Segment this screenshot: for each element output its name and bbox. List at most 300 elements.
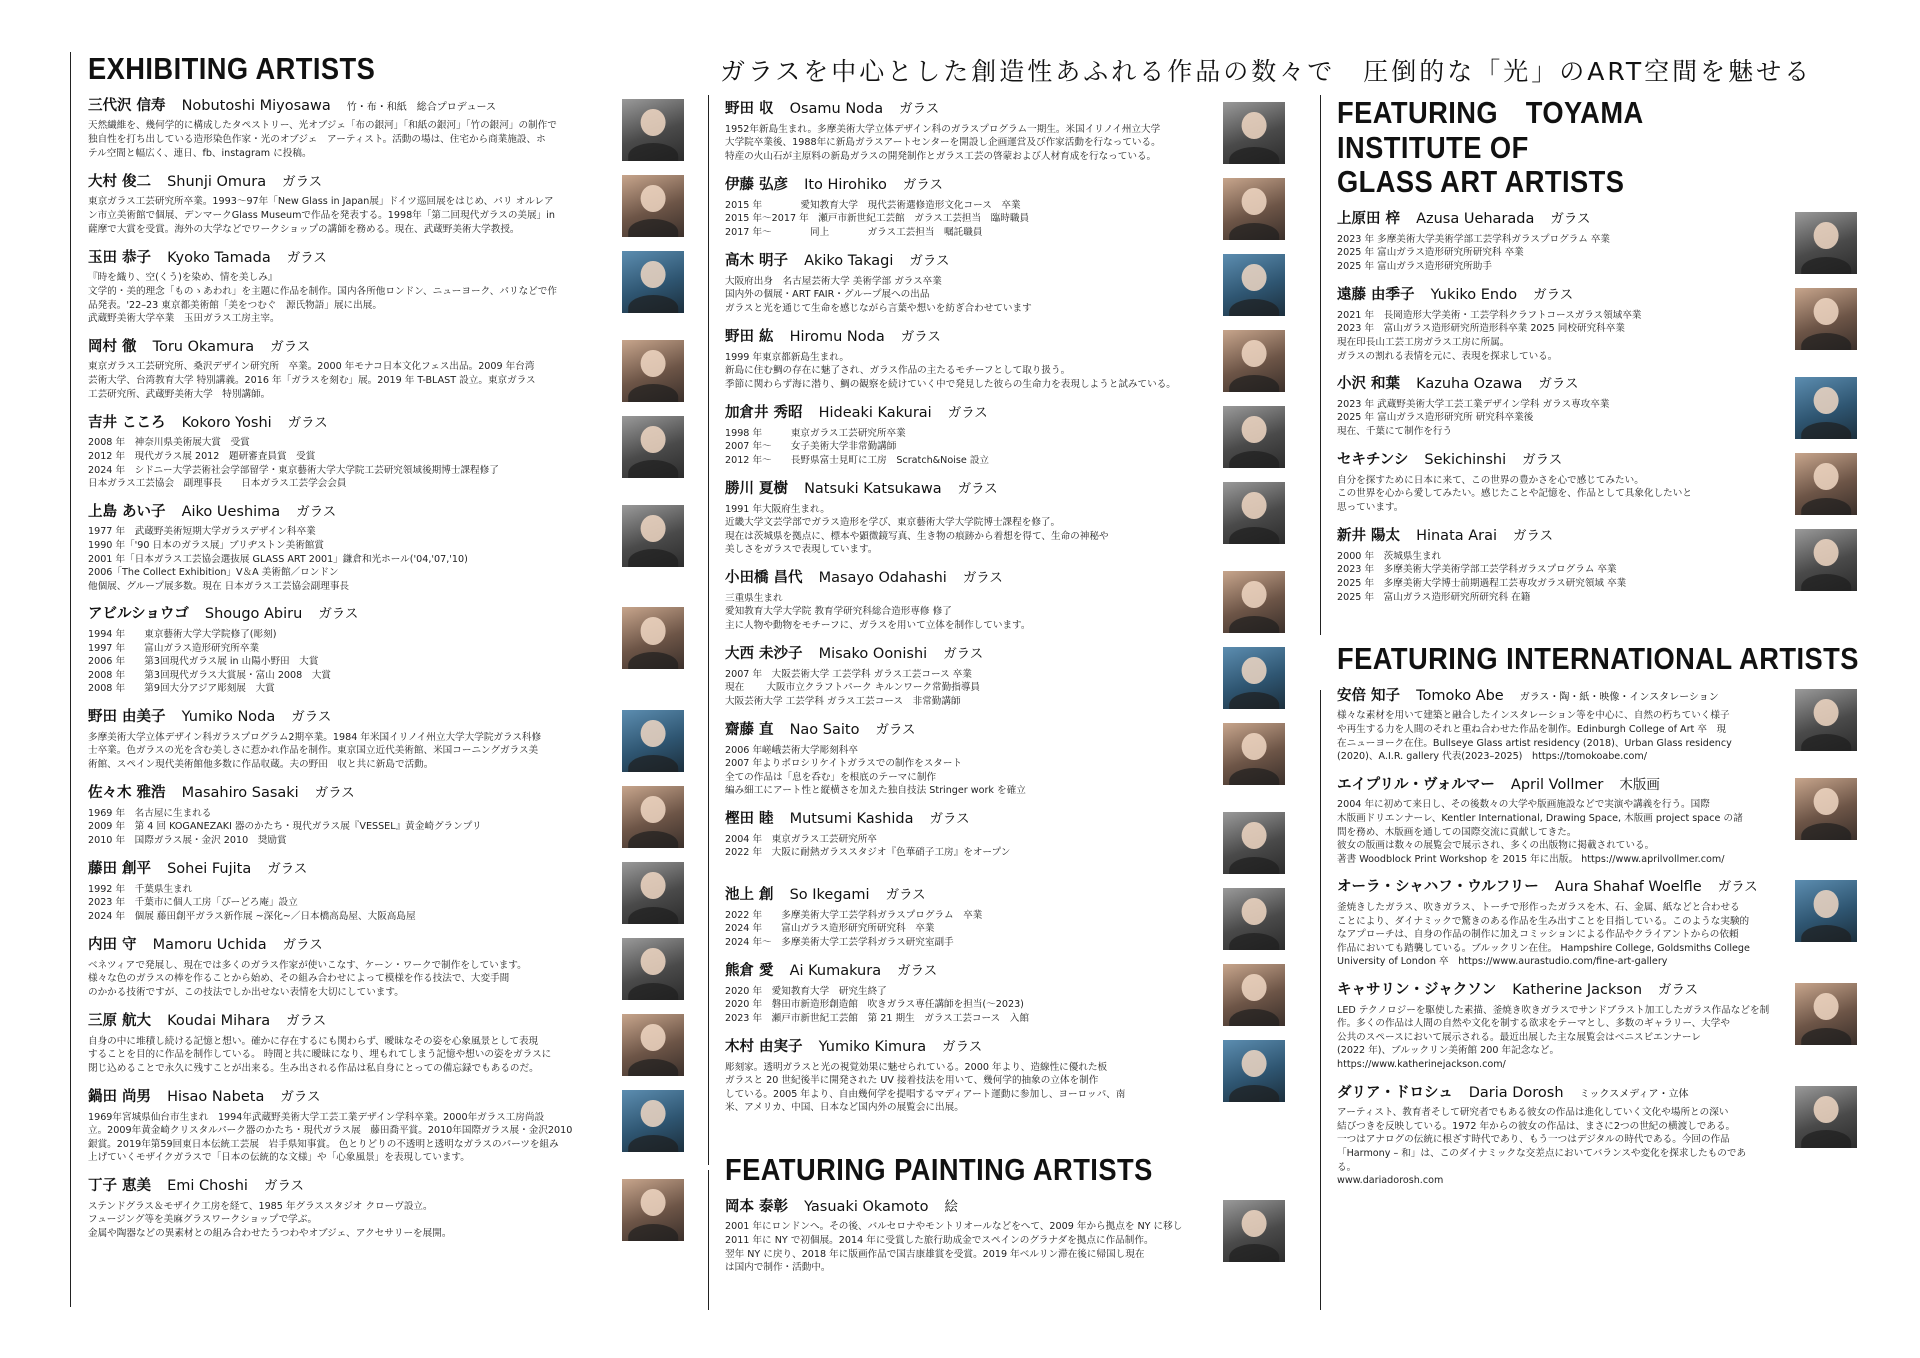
portrait-head-shape — [1814, 298, 1839, 325]
artist-name-japanese: 丁子 恵美 — [88, 1177, 152, 1194]
artist-entry — [1337, 286, 1857, 363]
artist-name-japanese: 藤田 創平 — [88, 860, 152, 877]
portrait-body-shape — [628, 295, 678, 312]
artist-name-english: Yasuaki Okamoto — [804, 1198, 929, 1215]
portrait-head-shape — [641, 515, 666, 542]
artist-bio: 1969 年 名古屋に生まれる 2009 年 第 4 回 KOGANEZAKI 器のかたち・現代ガラス展『VESSEL』黄金崎グランプリ 2010 年 国際ガラス展・金沢 2010 奨励賞 — [88, 807, 482, 846]
artist-text — [88, 97, 622, 160]
artist-entry — [725, 886, 1285, 950]
artist-text — [725, 886, 1223, 949]
portrait-head-shape — [1814, 1096, 1839, 1123]
portrait-body-shape — [1801, 422, 1851, 439]
artist-name-line — [1337, 527, 1785, 547]
artist-text — [88, 1088, 622, 1165]
artist-portrait-photo — [1795, 778, 1857, 840]
artist-portrait-photo — [622, 99, 684, 161]
artist-portrait-photo — [1795, 453, 1857, 515]
artist-portrait-photo — [1795, 689, 1857, 751]
artist-name-line — [1337, 878, 1785, 898]
artist-bio: 東京ガラス工芸研究所卒業。1993～97年「New Glass in Japan展」ドイツ巡回展をはじめ、パリ オルレア ン市立美術館で個展、デンマークGlass Museumで作品を発表する。1998年「第二回現代ガラスの美展」in 薩摩で大賞を受賞。海外の大学などでワークショップの講師を務める。現在、武蔵野美術大学教授。 — [88, 196, 555, 235]
middle-artists-column — [725, 100, 1285, 1287]
artist-medium: ガラス — [318, 606, 359, 623]
artist-text — [1337, 451, 1795, 514]
artist-name-line — [1337, 286, 1785, 306]
artist-name-line — [1337, 375, 1785, 395]
artist-portrait-photo — [1223, 330, 1285, 392]
artist-portrait-photo — [1223, 571, 1285, 633]
artist-entry — [88, 503, 684, 594]
portrait-body-shape — [1229, 375, 1279, 392]
artist-name-line — [88, 1088, 612, 1108]
section-spacer — [1337, 616, 1857, 642]
portrait-head-shape — [641, 185, 666, 212]
artist-name-english: Hiromu Noda — [789, 329, 885, 345]
portrait-head-shape — [1814, 222, 1839, 249]
artist-medium: ガラス — [885, 887, 926, 903]
artist-medium: ガラス — [1658, 982, 1699, 999]
artist-entry — [88, 936, 684, 1000]
portrait-head-shape — [1242, 264, 1267, 291]
portrait-head-shape — [1814, 387, 1839, 414]
artist-name-english: Kyoko Tamada — [167, 249, 271, 266]
artist-text — [88, 503, 622, 594]
artist-entry — [1337, 210, 1857, 274]
artist-name-english: Kazuha Ozawa — [1416, 376, 1523, 393]
artist-name-japanese: 三原 航大 — [88, 1012, 152, 1029]
artist-name-english: Yumiko Noda — [181, 708, 276, 725]
artist-portrait-photo — [1223, 1040, 1285, 1102]
artist-text — [1337, 375, 1795, 438]
artist-bio: 東京ガラス工芸研究所、桑沢デザイン研究所 卒業。2000 年モナコ日本文化フェス出品。2009 年台湾 芸術大学、台湾教育大学 特別講義。2016 年「ガラスを刻む」展。2019 年 T-BLAST 設立。東京ガラス 工芸研究所、武蔵野美術大学 特別講師。 — [88, 361, 536, 400]
artist-medium: ガラス — [282, 936, 323, 953]
artist-portrait-photo — [1223, 812, 1285, 874]
artist-medium: ミックスメディア・立体 — [1579, 1088, 1689, 1100]
artist-text — [725, 100, 1223, 163]
portrait-head-shape — [1814, 788, 1839, 815]
artist-medium: ガラス — [296, 503, 337, 520]
artist-name-line — [1337, 776, 1785, 796]
column-divider-middle — [708, 95, 709, 1165]
artist-name-japanese: アビルショウゴ — [88, 606, 189, 623]
artist-name-japanese: 大西 未沙子 — [725, 646, 803, 662]
artist-name-english: Hisao Nabeta — [167, 1088, 265, 1105]
artist-text — [88, 1012, 622, 1075]
artist-medium: ガラス — [909, 253, 950, 269]
artist-name-japanese: 内田 守 — [88, 936, 137, 953]
artist-name-line — [88, 503, 612, 523]
artist-text — [88, 414, 622, 491]
artist-portrait-photo — [622, 175, 684, 237]
toyama-artists-heading: FEATURING TOYAMA INSTITUTE OF GLASS ART ARTISTS — [1337, 95, 1643, 200]
portrait-head-shape — [641, 109, 666, 136]
artist-medium: ガラス — [943, 646, 984, 662]
artist-portrait-photo — [1795, 377, 1857, 439]
artist-text — [725, 645, 1223, 708]
portrait-head-shape — [1242, 1210, 1267, 1237]
portrait-head-shape — [641, 872, 666, 899]
artist-entry — [725, 810, 1285, 874]
artist-medium: ガラス — [287, 414, 328, 431]
artist-portrait-photo — [1795, 212, 1857, 274]
artist-name-english: Mutsumi Kashida — [789, 811, 914, 827]
artist-entry — [1337, 527, 1857, 604]
artist-text — [725, 328, 1223, 391]
artist-text — [88, 936, 622, 999]
artist-name-japanese: エイプリル・ヴォルマー — [1337, 776, 1495, 793]
artist-portrait-photo — [622, 505, 684, 567]
artist-name-english: Akiko Takagi — [804, 253, 894, 269]
artist-text — [1337, 210, 1795, 273]
portrait-head-shape — [1814, 890, 1839, 917]
portrait-body-shape — [1229, 857, 1279, 874]
artist-name-line — [725, 886, 1213, 906]
artist-portrait-photo — [622, 862, 684, 924]
artist-medium: ガラス — [1513, 528, 1554, 545]
artist-bio: 自分を探すために日本に来て、この世界の豊かさを心で感じてみたい。 この世界を心から愛してみたい。感じたことや記憶を、作品として具象化したいと 思っています。 — [1337, 474, 1692, 513]
artist-portrait-photo — [1223, 888, 1285, 950]
artist-medium: 絵 — [944, 1198, 958, 1215]
portrait-head-shape — [1242, 492, 1267, 519]
artist-bio: 2004 年に初めて来日し、その後数々の大学や版画施設などで実演や講義を行う。国際 木版画ドリエンナーレ、Kentler International, Drawing Space, 木版画 project space の諸 問を務め、木版画を通しての国際交流に貢献してきた。 彼女の版画は数々の展覧会で展示され、多くの出版物に掲載されている。 著書 Woodblock Print Workshop を 2015 年に出版。 https://www.aprilvollmer.com/ — [1337, 799, 1743, 865]
portrait-body-shape — [628, 143, 678, 160]
artist-name-line — [725, 100, 1213, 120]
artist-name-japanese: 野田 収 — [725, 101, 774, 117]
portrait-body-shape — [628, 219, 678, 236]
artist-portrait-photo — [1223, 647, 1285, 709]
artist-name-line — [1337, 451, 1785, 471]
artist-name-english: Shougo Abiru — [204, 606, 303, 623]
artist-name-line — [725, 962, 1213, 982]
artist-portrait-photo — [622, 1179, 684, 1241]
artist-portrait-photo — [1223, 254, 1285, 316]
artist-name-english: Kokoro Yoshi — [181, 414, 272, 431]
portrait-body-shape — [628, 549, 678, 566]
artist-entry — [88, 249, 684, 326]
artist-name-japanese: 玉田 恭子 — [88, 249, 152, 266]
artist-name-japanese: 吉井 こころ — [88, 414, 166, 431]
artist-text — [725, 176, 1223, 239]
artist-name-english: Hinata Arai — [1416, 528, 1498, 545]
artist-name-line — [725, 1198, 1213, 1218]
artist-name-japanese: 大村 俊二 — [88, 173, 152, 190]
artist-portrait-photo — [1795, 1086, 1857, 1148]
artist-name-japanese: 伊藤 弘彦 — [725, 177, 789, 193]
artist-name-japanese: 新井 陽太 — [1337, 528, 1401, 545]
artist-text — [1337, 776, 1795, 867]
exhibiting-artists-heading: EXHIBITING ARTISTS — [88, 51, 376, 86]
portrait-body-shape — [628, 907, 678, 924]
portrait-body-shape — [1229, 933, 1279, 950]
column-divider-right — [1320, 95, 1321, 635]
artist-bio: 2020 年 愛知教育大学 研究生終了 2020 年 磐田市新造形創造館 吹きガラス専任講師を担当(～2023) 2023 年 瀬戸市新世紀工芸館 第 21 期生 ガラス工芸コース 入館 — [725, 985, 1030, 1024]
artist-name-line — [88, 708, 612, 728]
artist-text — [88, 338, 622, 401]
portrait-body-shape — [628, 460, 678, 477]
artist-text — [725, 252, 1223, 315]
portrait-head-shape — [1242, 733, 1267, 760]
artist-bio: ベネツィアで発展し、現在では多くのガラス作家が使いこなす、ケーン・ワークで制作をしています。 様々な色のガラスの棒を作ることから始め、その組み合わせによって模様を作る技法で、大変手間 のかかる技術ですが、この技法でしか出せない表情を大切にしています。 — [88, 959, 527, 998]
portrait-body-shape — [1801, 734, 1851, 751]
artist-name-line — [88, 97, 612, 117]
artist-bio: 2023 年 武蔵野美術大学工芸工業デザイン学科 ガラス専攻卒業 2025 年 富山ガラス造形研究所 研究科卒業後 現在、千葉にて制作を行う — [1337, 398, 1610, 437]
portrait-head-shape — [641, 617, 666, 644]
artist-bio: 釜焼きしたガラス、吹きガラス、トーチで形作ったガラスを木、石、金属、紙などと合わせる ことにより、ダイナミックで驚きのある作品を生み出すことを目指している。このような実験的 なアプローチは、自身の作品の制作に加えコミッションによる作品やクライアントからの依頼 作品においても踏襲している。ブルックリン在住。 Hampshire College, Goldsmiths College University of London 卒 https://www.aurastudio.com/fine-art-gallery — [1337, 902, 1750, 968]
artist-text — [725, 962, 1223, 1025]
artist-name-english: Azusa Ueharada — [1416, 211, 1535, 228]
artist-entry — [88, 784, 684, 848]
portrait-head-shape — [641, 796, 666, 823]
artist-bio: 2000 年 茨城県生まれ 2023 年 多摩美術大学美術学部工芸学科ガラスプログラム 卒業 2025 年 多摩美術大学博士前期過程工芸専攻ガラス研究領域 卒業 2025 年 富山ガラス造形研究所研究科 在籍 — [1337, 550, 1627, 603]
portrait-head-shape — [641, 948, 666, 975]
artist-portrait-photo — [622, 607, 684, 669]
artist-name-japanese: 岡本 泰彰 — [725, 1198, 789, 1215]
artist-portrait-photo — [1223, 178, 1285, 240]
artist-text — [725, 480, 1223, 557]
portrait-head-shape — [1814, 993, 1839, 1020]
artist-name-english: Sohei Fujita — [167, 860, 252, 877]
portrait-body-shape — [1229, 451, 1279, 468]
artist-name-line — [88, 249, 612, 269]
artist-name-japanese: 野田 紘 — [725, 329, 774, 345]
artist-entry — [88, 1177, 684, 1241]
portrait-body-shape — [1229, 1085, 1279, 1102]
section-spacer — [725, 1127, 1285, 1153]
artist-name-japanese: 木村 由実子 — [725, 1039, 803, 1055]
artist-name-line — [725, 645, 1213, 665]
artist-name-japanese: 高木 明子 — [725, 253, 789, 269]
artist-name-english: So Ikegami — [789, 887, 870, 903]
artist-name-line — [725, 404, 1213, 424]
artist-entry — [1337, 451, 1857, 515]
artist-medium: ガラス — [897, 963, 938, 979]
artist-entry — [725, 252, 1285, 316]
artist-bio: 自身の中に堆積し続ける記憶と想い。確かに存在するにも関わらず、曖昧なその姿を心象風景として表現 することを目的に作品を制作している。 時間と共に曖昧になり、埋もれてしまう記憶や想いの姿をガラスに 閉じ込めることで永久に残すことが出来る。生み出される作品は私自身にとっての備忘録でもあるのだ。 — [88, 1035, 552, 1074]
artist-portrait-photo — [622, 1090, 684, 1152]
artist-name-japanese: 池上 創 — [725, 887, 774, 903]
artist-bio: 1952年新島生まれ。多摩美術大学立体デザイン科のガラスプログラム一期生。米国イリノイ州立大学 大学院卒業後、1988年に新島ガラスアートセンターを開設し企画運営及び作家活動を行なっている。 特産の火山石が主原料の新島ガラスの開発制作とガラス工芸の啓蒙および人材育成を行なっている。 — [725, 123, 1161, 162]
artist-name-line — [725, 252, 1213, 272]
artist-bio: 1969年宮城県仙台市生まれ 1994年武蔵野美術大学工芸工業デザイン学科卒業。2000年ガラス工房尚設 立。2009年黄金崎クリスタルパーク器のかたち・現代ガラス展 藤田喬平賞。2010年国際ガラス展・金沢2010 銀賞。2019年第59回東日本伝統工芸展 岩手県知事賞。 色とりどりの不透明と透明なガラスのパーツを組み 上げていくモザイクガラスで「日本の伝統的な文様」や「心象風景」を表現しています。 — [88, 1111, 573, 1164]
portrait-body-shape — [1229, 527, 1279, 544]
artist-name-english: Misako Oonishi — [818, 646, 928, 662]
artist-text — [1337, 1084, 1795, 1188]
artist-name-line — [88, 1012, 612, 1032]
artist-bio: 2006 年嵯峨芸術大学彫刻科卒 2007 年よりボロシリケイトガラスでの制作をスタート 全ての作品は「息を呑む」を根底のテーマに制作 編み細工にアート性と縦横さを加えた独自技法 Stringer work を確立 — [725, 744, 1026, 797]
artist-entry — [88, 97, 684, 161]
artist-entry — [725, 962, 1285, 1026]
portrait-body-shape — [1801, 498, 1851, 515]
artist-bio: 1992 年 千葉県生まれ 2023 年 千葉市に個人工房「ぴーどろ庵」設立 2024 年 個展 藤田創平ガラス新作展 ~深化~／日本橋高島屋、大阪高島屋 — [88, 883, 416, 922]
artist-entry — [1337, 878, 1857, 969]
artist-portrait-photo — [1795, 880, 1857, 942]
artist-entry — [88, 708, 684, 772]
artist-bio: 2008 年 神奈川県美術展大賞 受賞 2012 年 現代ガラス展 2012 題研審査員賞 受賞 2024 年 シドニー大学芸術社会学部留学・東京藝術大学大学院工芸研究領域後期博士課程修了 日本ガラス工芸協会 副理事長 日本ガラス工芸学会会員 — [88, 437, 499, 490]
artist-portrait-photo — [1223, 102, 1285, 164]
artist-text — [1337, 527, 1795, 604]
portrait-head-shape — [1242, 340, 1267, 367]
artist-name-japanese: 小沢 和葉 — [1337, 376, 1401, 393]
artist-name-line — [88, 173, 612, 193]
portrait-body-shape — [1801, 823, 1851, 840]
portrait-head-shape — [1242, 416, 1267, 443]
artist-name-japanese: ダリア・ドロシュ — [1337, 1084, 1453, 1101]
artist-name-japanese: 勝川 夏樹 — [725, 481, 789, 497]
painting-artists-heading: FEATURING PAINTING ARTISTS — [725, 1152, 1153, 1187]
portrait-head-shape — [1242, 898, 1267, 925]
artist-portrait-photo — [1223, 406, 1285, 468]
artist-bio: 2001 年にロンドンへ。その後、バルセロナやモントリオールなどをへて、2009 年から拠点を NY に移し 2011 年に NY で初個展。2014 年に受賞した旅行助成金でスペインのグラナダを拠点に作品制作。 翌年 NY に戻り、2018 年に版画作品で国吉康雄賞を受賞。2019 年ベルリン滞在後に帰国し現在 は国内で制作・活動中。 — [725, 1221, 1183, 1274]
artist-medium: ガラス — [263, 1177, 305, 1194]
artist-entry — [1337, 375, 1857, 439]
middle-artists-list — [725, 100, 1285, 1115]
artist-entry — [88, 605, 684, 696]
portrait-body-shape — [1229, 692, 1279, 709]
artist-name-japanese: 樫田 睦 — [725, 811, 774, 827]
artist-portrait-photo — [622, 710, 684, 772]
portrait-body-shape — [628, 755, 678, 772]
artist-medium: ガラス — [270, 338, 311, 355]
artist-medium: ガラス — [280, 1088, 321, 1105]
artist-portrait-photo — [1223, 723, 1285, 785]
artist-name-japanese: 齋藤 直 — [725, 722, 774, 738]
artist-name-japanese: キャサリン・ジャクソン — [1337, 982, 1497, 999]
portrait-head-shape — [641, 261, 666, 288]
artist-name-japanese: 上原田 梓 — [1337, 211, 1401, 228]
artist-medium: 竹・布・和紙 総合プロデュース — [346, 101, 496, 113]
artist-name-line — [725, 721, 1213, 741]
portrait-body-shape — [628, 831, 678, 848]
portrait-body-shape — [1801, 1130, 1851, 1147]
artist-text — [88, 1177, 622, 1240]
artist-bio: ステンドグラス＆モザイク工房を経て、1985 年グラススタジオ クローヴ設立。 フュージング等を美麻グラスワークショップで学ぶ。 金属や陶器などの異素材との組み合わせたうつわやオブジェ、アクセサリーを展開。 — [88, 1200, 452, 1239]
portrait-head-shape — [641, 1189, 666, 1216]
artist-portrait-photo — [1795, 983, 1857, 1045]
artist-name-line — [1337, 1084, 1785, 1104]
artist-text — [88, 173, 622, 236]
portrait-head-shape — [641, 1024, 666, 1051]
artist-name-english: Yukiko Endo — [1430, 287, 1518, 304]
artist-medium: ガラス — [962, 570, 1003, 586]
artist-name-english: Katherine Jackson — [1512, 982, 1643, 999]
portrait-body-shape — [628, 384, 678, 401]
portrait-body-shape — [1801, 574, 1851, 591]
artist-text — [1337, 286, 1795, 363]
page-tagline: ガラスを中心とした創造性あふれる作品の数々で 圧倒的な「光」のART空間を魅せる — [720, 57, 1813, 86]
portrait-head-shape — [1242, 822, 1267, 849]
artist-portrait-photo — [1223, 482, 1285, 544]
artist-portrait-photo — [622, 1014, 684, 1076]
portrait-body-shape — [1229, 1009, 1279, 1026]
artist-entry — [1337, 981, 1857, 1072]
artist-bio: 様々な素材を用いて建築と融合したインスタレーション等を中心に、自然の朽ちていく様子 や再生する力を人間のそれと重ね合わせた作品を制作。Edinburgh College of Art 卒 現 在ニューヨーク在住。Bullseye Glass artist residency (2018)、Urban Glass residency (2020)、A.I.R. gallery 代表(2023–2025) https://tomokoabe.com/ — [1337, 710, 1732, 763]
artist-name-japanese: オーラ・シャハフ・ウルフリー — [1337, 879, 1539, 896]
artist-text — [88, 605, 622, 696]
column-divider-right-lower — [1320, 690, 1321, 1310]
artist-name-line — [725, 569, 1213, 589]
artist-medium: ガラス — [902, 177, 944, 193]
artist-medium: 木版画 — [1619, 776, 1660, 793]
artist-name-japanese: 野田 由美子 — [88, 708, 166, 725]
artist-name-line — [1337, 210, 1785, 230]
artist-entry — [725, 480, 1285, 557]
artist-name-line — [88, 936, 612, 956]
column-divider-middle-lower — [708, 1170, 709, 1310]
artist-medium: ガラス — [286, 1012, 327, 1029]
artist-name-english: Natsuki Katsukawa — [804, 481, 942, 497]
artist-name-english: Toru Okamura — [152, 338, 255, 355]
artist-entry — [1337, 1084, 1857, 1188]
artist-bio: 2022 年 多摩美術大学工芸学科ガラスプログラム 卒業 2024 年 富山ガラス造形研究所研究科 卒業 2024 年～ 多摩美術大学工芸学科ガラス研究室副手 — [725, 909, 983, 948]
artist-portrait-photo — [1223, 964, 1285, 1026]
artist-entry — [725, 721, 1285, 798]
artist-text — [1337, 878, 1795, 969]
artist-name-english: Ito Hirohiko — [804, 177, 887, 193]
artist-bio: 多摩美術大学立体デザイン科ガラスプログラム2期卒業。1984 年米国イリノイ州立大学大学院ガラス科修 士卒業。色ガラスの光を含む美しさに惹かれ作品を制作。東京国立近代美術館、米国コーニングガラス美 術館、スペイン現代美術館他多数に作品収蔵。夫の野田 収と共に新島で活動。 — [88, 731, 542, 770]
artist-bio: 1977 年 武蔵野美術短期大学ガラスデザイン科卒業 1990 年「'90 日本のガラス展」ブリヂストン美術館賞 2001 年「日本ガラス工芸協会選抜展 GLASS ART 2001」鎌倉和光ホール('04,'07,'10) 2006「The Collect Exhibition」V＆A 美術館／ロンドン 他個展、グループ展多数。現在 日本ガラス工芸協会副理事長 — [88, 526, 468, 592]
artist-entry — [725, 328, 1285, 392]
artist-name-japanese: 佐々木 雅浩 — [88, 784, 166, 801]
artist-name-line — [88, 1177, 612, 1197]
column-divider-left — [70, 52, 71, 1307]
artist-name-line — [88, 784, 612, 804]
artist-name-english: Hideaki Kakurai — [818, 405, 932, 421]
artist-name-english: Aura Shahaf Woelfle — [1554, 879, 1702, 896]
artist-name-line — [725, 328, 1213, 348]
artist-entry — [88, 860, 684, 924]
artist-portrait-photo — [622, 340, 684, 402]
artist-bio: 『時を織り、空(くう)を染め、情を美しみ』 文学的・美的理念「ものゝあわれ」を主題に作品を制作。国内各所他ロンドン、ニューヨーク、パリなどで作 品発表。'22–23 東京都美術館「美をつむぐ 源氏物語」展に出展。 武蔵野美術大学卒業 玉田ガラス工房主宰。 — [88, 272, 557, 325]
artist-name-japanese: セキチンシ — [1337, 452, 1409, 469]
artist-medium: ガラス — [1522, 452, 1563, 469]
artist-portrait-photo — [622, 416, 684, 478]
artist-entry — [725, 1038, 1285, 1115]
artist-entry — [725, 100, 1285, 164]
artist-name-line — [725, 1038, 1213, 1058]
artist-medium: ガラス — [1717, 879, 1758, 896]
artist-entry — [88, 173, 684, 237]
artist-text — [88, 249, 622, 326]
artist-medium: ガラス・陶・紙・映像・インスタレーション — [1519, 691, 1719, 703]
artist-text — [725, 721, 1223, 798]
artist-portrait-photo — [1795, 529, 1857, 591]
artist-bio: 1999 年東京都新島生まれ。 新島に住む鯛の存在に魅了され、ガラス作品の主たるモチーフとして取り扱う。 季節に関わらず海に潜り、鯛の観察を続けていく中で発見した彼らの生命力を表現しようと試みている。 — [725, 351, 1176, 390]
artist-text — [725, 1198, 1223, 1275]
artist-entry — [88, 1012, 684, 1076]
portrait-head-shape — [641, 720, 666, 747]
international-artists-list — [1337, 687, 1857, 1188]
artist-name-english: Masayo Odahashi — [818, 570, 947, 586]
artist-name-line — [1337, 981, 1785, 1001]
artist-bio: 2021 年 長岡造形大学美術・工芸学科クラフトコースガラス領域卒業 2023 年 富山ガラス造形研究所造形科卒業 2025 同校研究科卒業 現在印長山工芸工房ガラス工房に所属。 ガラスの割れる表情を元に、表現を探求している。 — [1337, 309, 1642, 362]
artist-name-english: Daria Dorosh — [1468, 1084, 1564, 1101]
artist-name-english: Yumiko Kimura — [818, 1039, 927, 1055]
artist-name-english: Ai Kumakura — [789, 963, 882, 979]
artist-name-line — [88, 605, 612, 625]
artist-medium: ガラス — [282, 173, 323, 190]
artist-name-line — [725, 480, 1213, 500]
portrait-body-shape — [1801, 925, 1851, 942]
portrait-body-shape — [628, 1224, 678, 1241]
artist-portrait-photo — [622, 786, 684, 848]
portrait-body-shape — [1229, 616, 1279, 633]
artist-medium: ガラス — [314, 784, 355, 801]
artist-name-japanese: 小田橋 昌代 — [725, 570, 803, 586]
portrait-head-shape — [1242, 581, 1267, 608]
artist-text — [725, 810, 1223, 860]
artist-bio: 2007 年 大阪芸術大学 工芸学科 ガラス工芸コース 卒業 現在 大阪市立クラフトパーク キルンワーク常勤指導員 大阪芸術大学 工芸学科 ガラス工芸コース 非常勤講師 — [725, 668, 981, 707]
artist-name-japanese: 上島 あい子 — [88, 503, 166, 520]
portrait-body-shape — [628, 1059, 678, 1076]
